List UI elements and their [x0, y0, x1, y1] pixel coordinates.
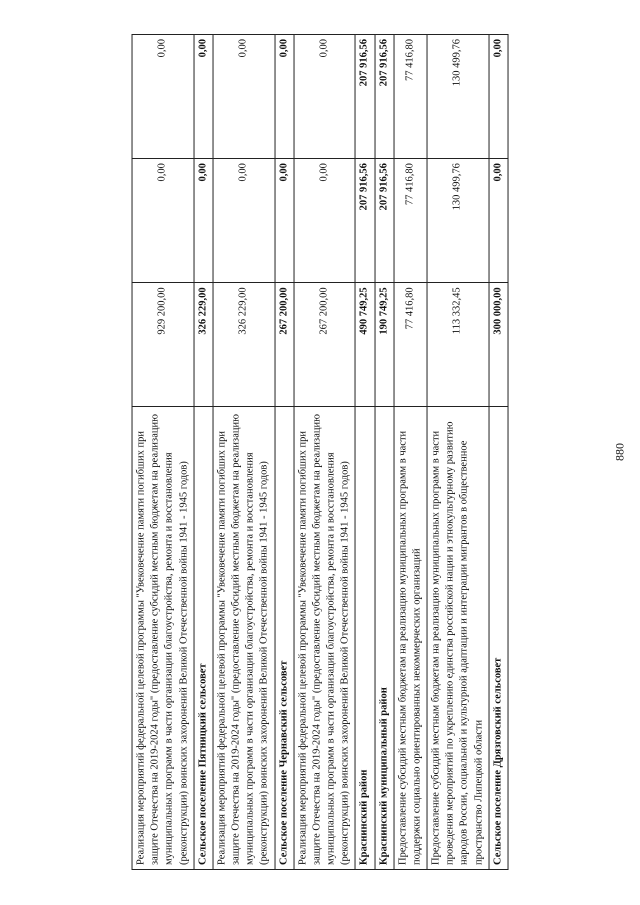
row-description: Краснинский муниципальный район — [375, 407, 394, 870]
row-description: Сельское поселение Пятницкий сельсовет — [194, 407, 213, 870]
table-row — [489, 35, 508, 870]
page-number: 880 — [612, 443, 627, 461]
row-value-2022: 207 916,56 — [355, 159, 374, 283]
row-value-2021: 490 749,25 — [355, 283, 374, 407]
row-value-2021: 113 332,45 — [427, 283, 489, 407]
row-description: Предоставление субсидий местным бюджетам на реализацию муниципальных программ в части поддержки социально ориентированных некоммерческих организаций — [394, 407, 427, 870]
row-value-2022: 0,00 — [132, 159, 194, 283]
row-description: Предоставление субсидий местным бюджетам на реализацию муниципальных программ в части проведения мероприятий по укреплению единства российской нации и этнокультурному развитию народов России, социальной и культурной адаптации и интеграции мигрантов в общественное пространство Липецкой области — [427, 407, 489, 870]
row-value-2023: 0,00 — [213, 35, 275, 159]
table-row — [275, 35, 294, 870]
row-value-2021: 267 200,00 — [294, 283, 356, 407]
row-description: Реализация мероприятий федеральной целевой программы "Увековечение памяти погибших при защите Отечества на 2019-2024 годы" (предоставление субсидий местным бюджетам на реализацию муниципальных программ в части организации благоустройства, ремонта и восстановления (реконструкции) воинских захоронений Великой Отечественной войны 1941 - 1945 годов) — [213, 407, 275, 870]
row-description: Сельское поселение Дрязговский сельсовет — [489, 407, 508, 870]
row-value-2022: 0,00 — [489, 159, 508, 283]
row-value-2023: 0,00 — [194, 35, 213, 159]
row-value-2022: 207 916,56 — [375, 159, 394, 283]
row-value-2022: 0,00 — [194, 159, 213, 283]
table-row — [394, 35, 427, 870]
row-description: Сельское поселение Чернавский сельсовет — [275, 407, 294, 870]
row-value-2022: 0,00 — [213, 159, 275, 283]
row-value-2022: 0,00 — [275, 159, 294, 283]
row-value-2021: 267 200,00 — [275, 283, 294, 407]
row-description: Реализация мероприятий федеральной целевой программы "Увековечение памяти погибших при защите Отечества на 2019-2024 годы" (предоставление субсидий местным бюджетам на реализацию муниципальных программ в части организации благоустройства, ремонта и восстановления (реконструкции) воинских захоронений Великой Отечественной войны 1941 - 1945 годов) — [294, 407, 356, 870]
table-row — [194, 35, 213, 870]
row-value-2023: 77 416,80 — [394, 35, 427, 159]
row-value-2022: 130 499,76 — [427, 159, 489, 283]
table-row — [375, 35, 394, 870]
row-value-2021: 326 229,00 — [194, 283, 213, 407]
row-value-2023: 207 916,56 — [375, 35, 394, 159]
table-row — [355, 35, 374, 870]
row-value-2023: 207 916,56 — [355, 35, 374, 159]
row-value-2021: 929 200,00 — [132, 283, 194, 407]
row-value-2021: 300 000,00 — [489, 283, 508, 407]
table-row — [427, 35, 489, 870]
row-value-2023: 0,00 — [275, 35, 294, 159]
rotated-table-container — [132, 34, 509, 870]
budget-table-body — [132, 35, 508, 870]
row-value-2022: 77 416,80 — [394, 159, 427, 283]
row-value-2023: 0,00 — [489, 35, 508, 159]
row-description: Краснинский район — [355, 407, 374, 870]
row-description: Реализация мероприятий федеральной целевой программы "Увековечение памяти погибших при защите Отечества на 2019-2024 годы" (предоставление субсидий местным бюджетам на реализацию муниципальных программ в части организации благоустройства, ремонта и восстановления (реконструкции) воинских захоронений Великой Отечественной войны 1941 - 1945 годов) — [132, 407, 194, 870]
row-value-2023: 0,00 — [132, 35, 194, 159]
row-value-2023: 0,00 — [294, 35, 356, 159]
table-row — [294, 35, 356, 870]
row-value-2021: 77 416,80 — [394, 283, 427, 407]
row-value-2022: 0,00 — [294, 159, 356, 283]
table-row — [132, 35, 194, 870]
row-value-2021: 326 229,00 — [213, 283, 275, 407]
table-row — [213, 35, 275, 870]
budget-table — [132, 34, 509, 870]
row-value-2023: 130 499,76 — [427, 35, 489, 159]
row-value-2021: 190 749,25 — [375, 283, 394, 407]
